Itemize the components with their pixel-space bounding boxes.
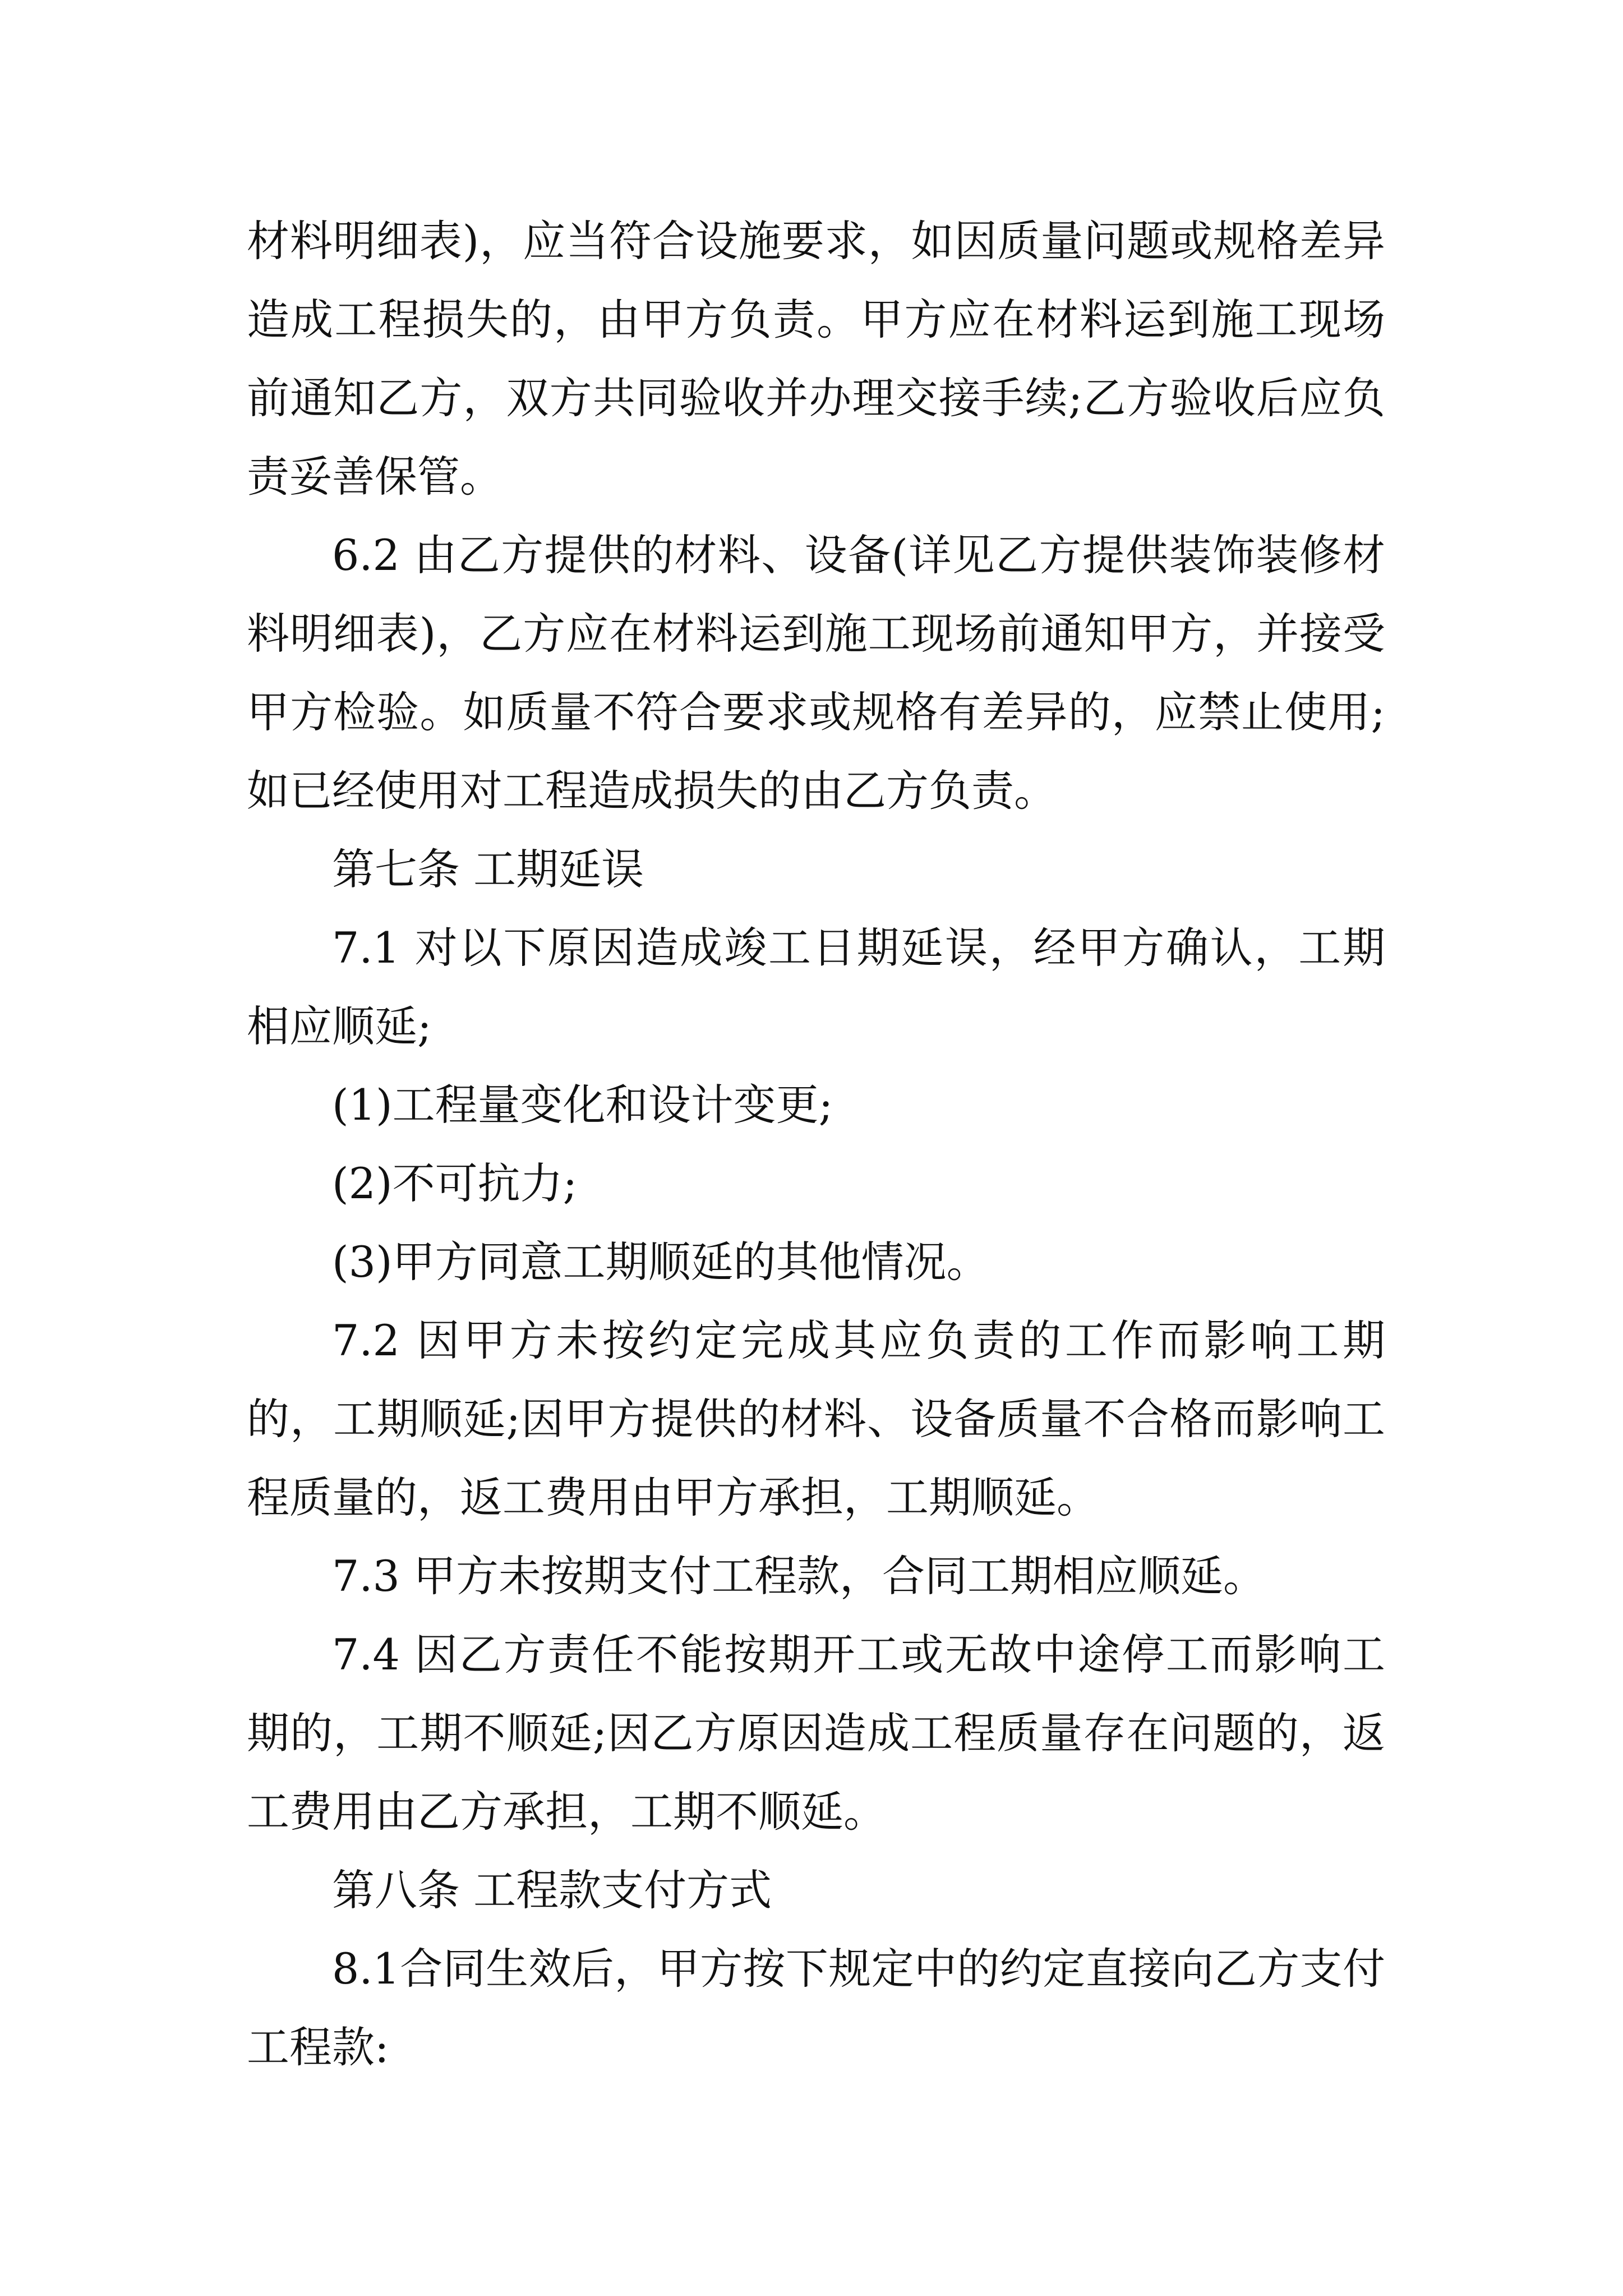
paragraph-6-2: 6.2 由乙方提供的材料、设备(详见乙方提供装饰装修材料明细表)，乙方应在材料运到施工现场前通知甲方，并接受甲方检验。如质量不符合要求或规格有差异的，应禁止使用;如已经使用对工程造成损失的由乙方负责。	[247, 530, 1385, 816]
paragraph-7-4: 7.4 因乙方责任不能按期开工或无故中途停工而影响工期的，工期不顺延;因乙方原因造成工程质量存在问题的，返工费用由乙方承担，工期不顺延。	[247, 1630, 1385, 1837]
document-body	[247, 202, 1385, 2087]
article-7-heading: 第七条 工期延误	[332, 844, 644, 894]
list-item-7-1-1: (1)工程量变化和设计变更;	[332, 1080, 833, 1130]
list-item-7-1-2: (2)不可抗力;	[332, 1158, 578, 1208]
paragraph-6-1-continued: 材料明细表)，应当符合设施要求，如因质量问题或规格差异造成工程损失的，由甲方负责。甲方应在材料运到施工现场前通知乙方，双方共同验收并办理交接手续;乙方验收后应负责妥善保管。	[247, 216, 1385, 501]
paragraph-7-1: 7.1 对以下原因造成竣工日期延误，经甲方确认，工期相应顺延;	[247, 923, 1385, 1051]
paragraph-7-3: 7.3 甲方未按期支付工程款，合同工期相应顺延。	[332, 1551, 1266, 1601]
paragraph-7-2: 7.2 因甲方未按约定完成其应负责的工作而影响工期的，工期顺延;因甲方提供的材料、设备质量不合格而影响工程质量的，返工费用由甲方承担，工期顺延。	[247, 1315, 1385, 1522]
paragraph-8-1: 8.1合同生效后，甲方按下规定中的约定直接向乙方支付工程款:	[247, 1944, 1385, 2072]
list-item-7-1-3: (3)甲方同意工期顺延的其他情况。	[332, 1237, 989, 1287]
article-8-heading: 第八条 工程款支付方式	[332, 1865, 772, 1915]
